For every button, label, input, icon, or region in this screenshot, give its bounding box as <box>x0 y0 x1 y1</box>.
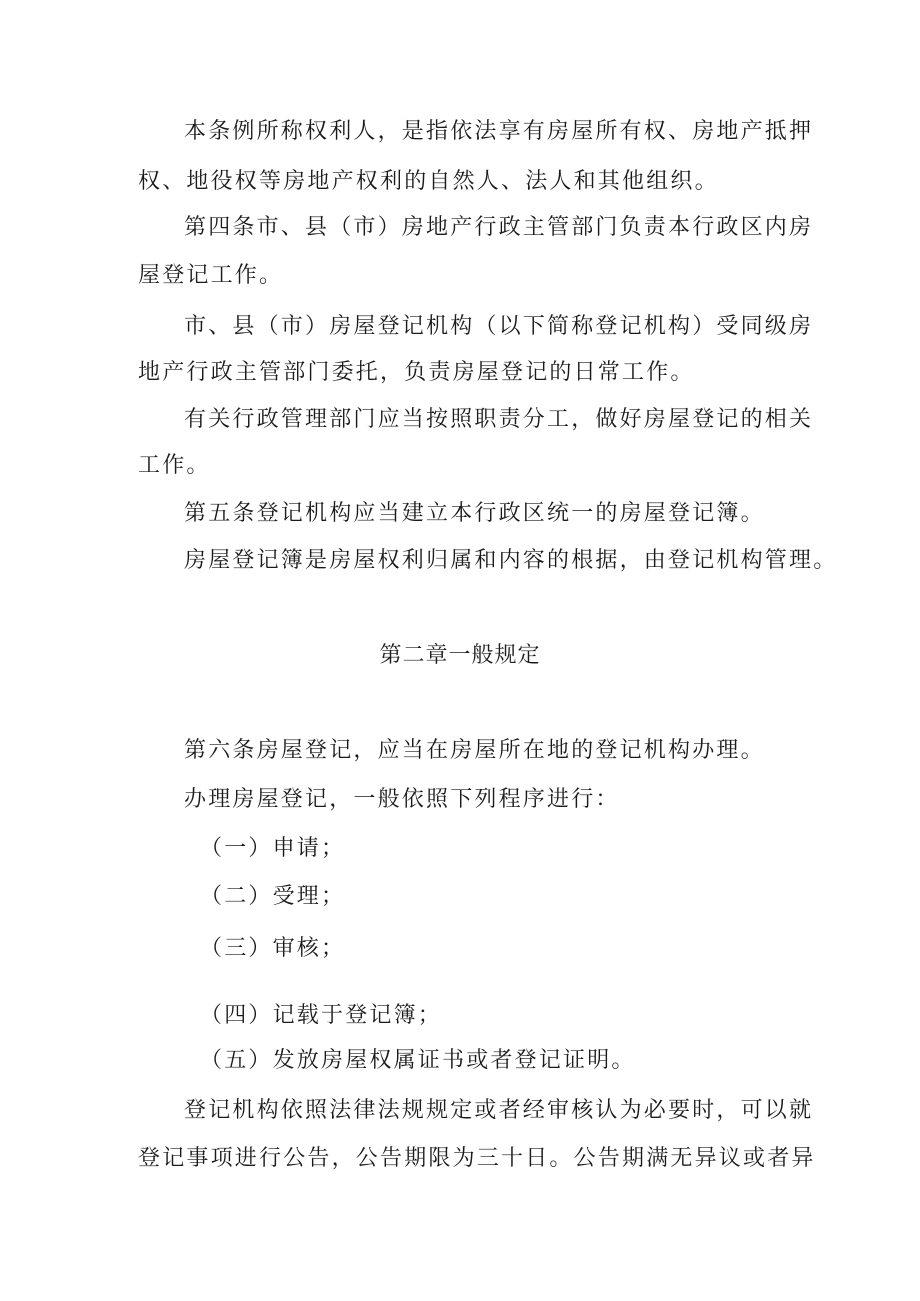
list-item: （三）审核； <box>200 936 346 961</box>
paragraph-line: 房屋登记簿是房屋权利归属和内容的根据，由登记机构管理。 <box>184 548 838 573</box>
paragraph-line: 权、地役权等房地产权利的自然人、法人和其他组织。 <box>138 169 719 194</box>
list-item: （二）受理； <box>200 884 346 909</box>
list-item: （一）申请； <box>200 836 346 861</box>
paragraph-line: 登记机构依照法律法规规定或者经审核认为必要时，可以就 <box>184 1098 814 1123</box>
paragraph-line: 工作。 <box>138 453 211 478</box>
list-item: （四）记载于登记簿； <box>200 1003 443 1028</box>
paragraph-line: 第四条市、县（市）房地产行政主管部门负责本行政区内房 <box>184 215 814 240</box>
paragraph-line: 本条例所称权利人，是指依法享有房屋所有权、房地产抵押 <box>184 119 814 144</box>
paragraph-line: 有关行政管理部门应当按照职责分工，做好房屋登记的相关 <box>184 407 814 432</box>
paragraph-line: 办理房屋登记，一般依照下列程序进行： <box>184 787 620 812</box>
paragraph-line: 屋登记工作。 <box>138 263 284 288</box>
paragraph-line: 第五条登记机构应当建立本行政区统一的房屋登记簿。 <box>184 501 765 526</box>
paragraph-line: 第六条房屋登记，应当在房屋所在地的登记机构办理。 <box>184 738 765 763</box>
list-item: （五）发放房屋权属证书或者登记证明。 <box>200 1048 636 1073</box>
paragraph-line: 登记事项进行公告，公告期限为三十日。公告期满无异议或者异 <box>138 1146 816 1171</box>
paragraph-line: 市、县（市）房屋登记机构（以下简称登记机构）受同级房 <box>184 314 814 339</box>
chapter-heading: 第二章一般规定 <box>379 643 541 668</box>
paragraph-line: 地产行政主管部门委托，负责房屋登记的日常工作。 <box>138 360 695 385</box>
